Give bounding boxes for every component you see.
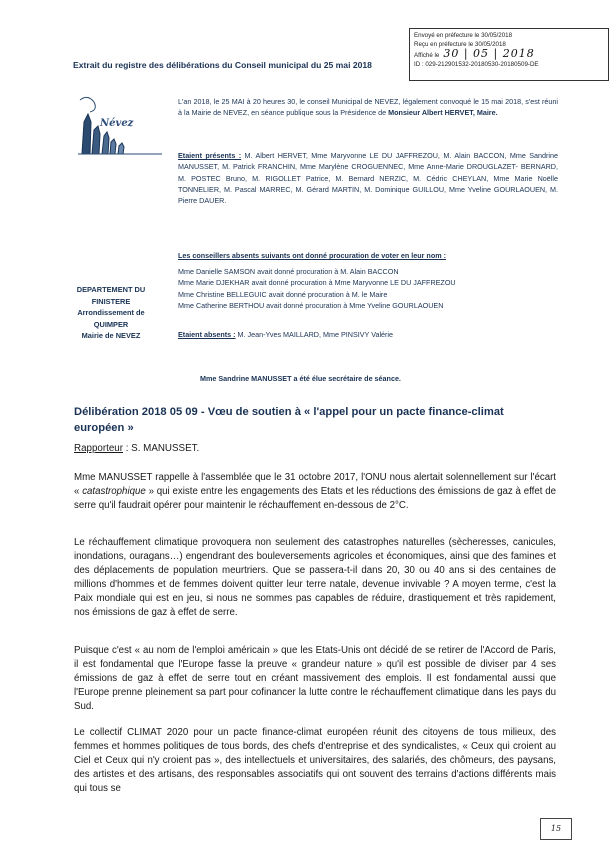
session-intro bbox=[178, 96, 558, 119]
page-number: 15 bbox=[540, 818, 572, 840]
deliberation-title: Délibération 2018 05 09 - Vœu de soutien à « l'appel pour un pacte finance-climat européen » bbox=[74, 406, 504, 434]
stamp-posted-date: 30 | 05 | 2018 bbox=[443, 47, 535, 60]
paragraph-paris-accord bbox=[74, 644, 556, 714]
p1-text-b: » qui existe entre les engagements des Etats et les réductions des émissions de gaz à effet de serre qu'il faudrait opérer pour maintenir le réchauffement en-dessous de 2°C. bbox=[74, 485, 556, 511]
paragraph-climate-consequences bbox=[74, 536, 556, 619]
p1-text-a: Mme MANUSSET rappelle à l'assemblée que le 31 octobre 2017, l'ONU nous alertait solennellement sur l'écart « bbox=[74, 472, 556, 497]
procurations-list bbox=[178, 266, 558, 311]
present-members bbox=[178, 150, 558, 206]
absents-label: Etaient absents : bbox=[178, 330, 236, 339]
paragraph-onu-alert bbox=[74, 471, 556, 513]
secretary-line bbox=[200, 373, 580, 384]
procuration-item: Mme Danielle SAMSON avait donné procuration à M. Alain BACCON bbox=[178, 267, 399, 276]
stamp-posted-label: Affiché le bbox=[414, 52, 440, 59]
prefecture-stamp bbox=[409, 28, 609, 81]
p3-text: Puisque c'est « au nom de l'emploi américain » que les Etats-Unis ont décidé de se retirer de l'Accord de Paris, il est fondamental que l'Europe fasse la preuve « grandeur nature » qu'il est possible de diviser par 4 ses émissions de gaz à effet de serre tout en créant massivement des emplois. Il est fondamental aussi que l'Europe prenne pleinement sa part pour cofinancer la lutte contre le réchauffement climatique dans les pays du Sud. bbox=[74, 645, 556, 712]
department-line: QUIMPER bbox=[93, 319, 129, 329]
department-line: Arrondissement de bbox=[77, 308, 145, 317]
p4-text: Le collectif CLIMAT 2020 pour un pacte finance-climat européen réunit des citoyens de tous milieux, des femmes et hommes politiques de tous bords, des chefs d'entreprise et des syndicalistes, « Ceux qui croient au Ciel et Ceux qui n'y croient pas », des intellectuels et universitaires, des salariés, des chômeurs, des paysans, des artistes et des artisans, des responsables associatifs qui ont souvent des terrains d'actions différents mais qui tous se bbox=[74, 727, 556, 794]
procurations-heading: Les conseillers absents suivants ont donné procuration de voter en leur nom : bbox=[178, 251, 446, 260]
logo-text: Névez bbox=[100, 118, 134, 129]
rapporteur-name: : S. MANUSSET. bbox=[123, 443, 200, 454]
president-name: Monsieur Albert HERVET, Maire. bbox=[388, 108, 498, 118]
department-block bbox=[52, 284, 170, 342]
stamp-posted-line bbox=[414, 49, 604, 60]
department-line: DEPARTEMENT DU bbox=[76, 285, 146, 294]
department-line: Mairie de NEVEZ bbox=[81, 331, 141, 340]
rapporteur-line bbox=[74, 443, 199, 454]
secretary-text: Mme Sandrine MANUSSET a été élue secrétaire de séance. bbox=[200, 374, 401, 383]
procurations-title bbox=[178, 250, 558, 261]
p1-emphasis: catastrophique bbox=[82, 485, 146, 497]
paragraph-climat-2020 bbox=[74, 726, 556, 796]
register-title: Extrait du registre des délibérations du Conseil municipal du 25 mai 2018 bbox=[73, 60, 372, 70]
stamp-sent-line: Envoyé en préfecture le 30/05/2018 bbox=[414, 32, 513, 39]
stamp-id-line: ID : 029-212901532-20180530-20180509-DE bbox=[414, 61, 539, 68]
absents-list: M. Jean-Yves MAILLARD, Mme PINSIVY Valérie bbox=[235, 330, 394, 339]
p2-text: Le réchauffement climatique provoquera non seulement des catastrophes naturelles (sècheresses, canicules, inondations, ouragans…) engendrant des bouleversements agricoles et économiques, ainsi que des famines et des déplacements de population meurtriers. Que se passera-t-il dans 20, 30 ou 40 ans si des centaines de millions d'hommes et de femmes doivent quitter leur terre natale, devenue invivable ? A moyen terme, c'est la Paix mondiale qui est en jeu, si nous ne sommes pas capables de réduire, drastiquement et très rapidement, nos émissions de gaz à effet de serre. bbox=[74, 537, 556, 618]
absent-members bbox=[178, 329, 558, 340]
intro-text: L'an 2018, le 25 MAI à 20 heures 30, le conseil Municipal de NEVEZ, légalement convoqué le 15 mai 2018, s'est réuni à la Mairie de NEVEZ, en séance publique sous la Présidence de bbox=[178, 97, 558, 118]
procuration-item: Mme Christine BELLEGUIC avait donné procuration à M. le Maire bbox=[178, 289, 388, 299]
present-label: Etaient présents : bbox=[178, 151, 242, 160]
department-line: FINISTERE bbox=[91, 296, 131, 306]
stamp-received-line: Reçu en préfecture le 30/05/2018 bbox=[414, 41, 506, 48]
procuration-item: Mme Marie DJEKHAR avait donné procuration à Mme Maryvonne LE DU JAFFREZOU bbox=[178, 278, 456, 288]
procuration-item: Mme Catherine BERTHOU avait donné procuration à Mme Yveline GOURLAOUEN bbox=[178, 300, 444, 310]
present-list: M. Albert HERVET, Mme Maryvonne LE DU JAFFREZOU, M. Alain BACCON, Mme Sandrine MANUSSET, M. Patrick FRANCHIN, Mme Marylène CROGUENNEC, Mme Anne-Marie DROUGLAZET- BERNARD, M. POSTEC Bruno, M. RIGOLLET Patrice, M. Bernard NERZIC, M. Cédric CHEYLAN, Mme Marie Noëlle TONNELIER, M. Pascal MARREC, M. Gérard MARTIN, M. Dominique GUILLOU, Mme Yveline GOURLAOUEN, M. Pierre DAUER. bbox=[178, 151, 558, 206]
rapporteur-label: Rapporteur bbox=[74, 443, 124, 454]
